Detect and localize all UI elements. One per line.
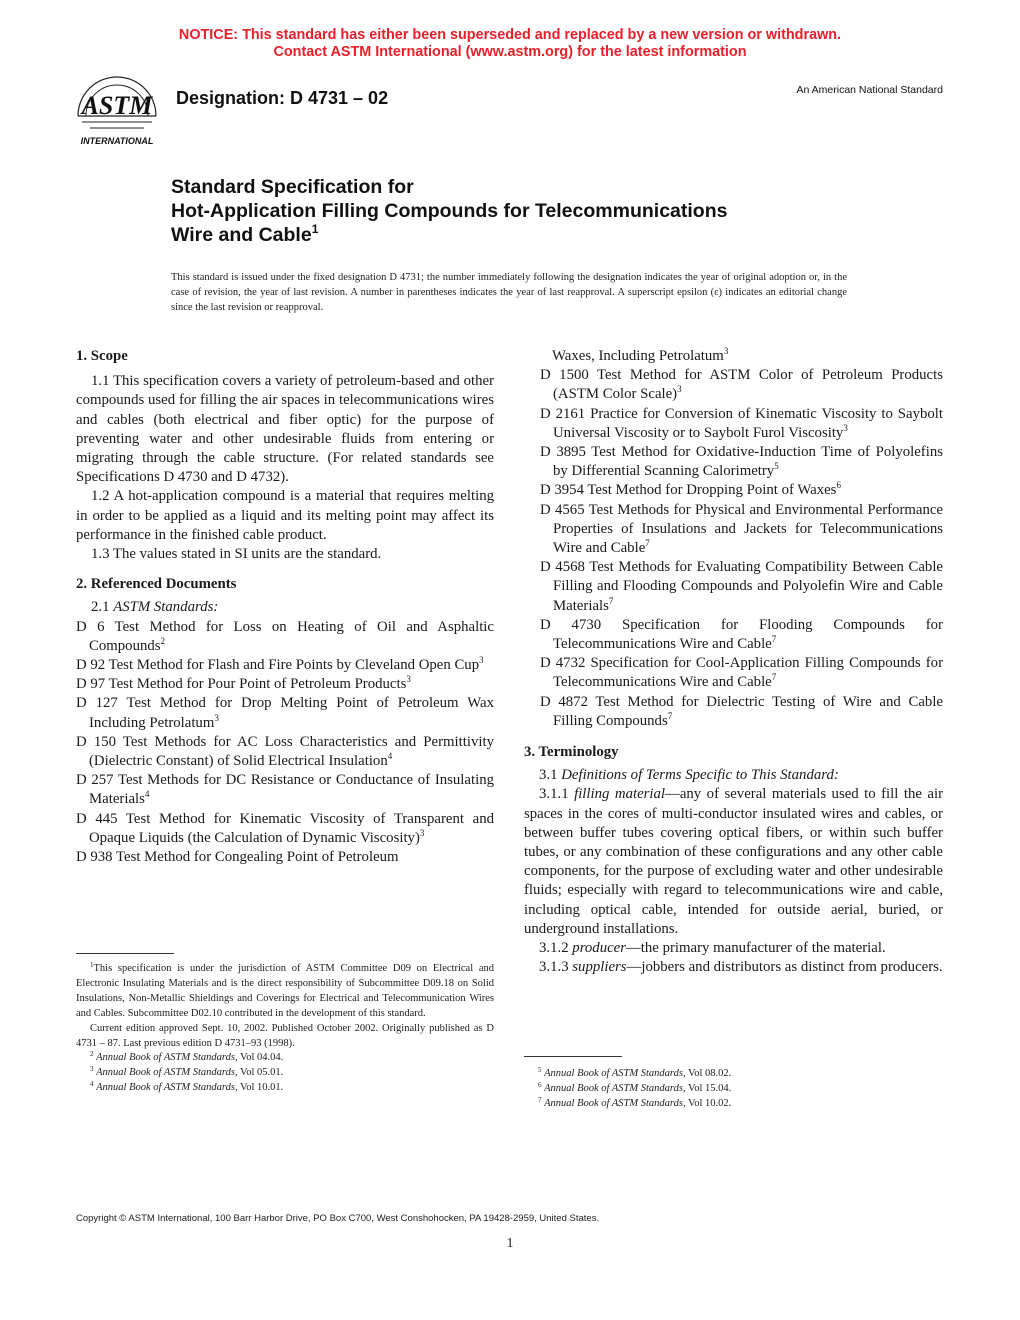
footnote-mark[interactable]: 7 — [645, 538, 650, 549]
reference-text: D 4872 Test Method for Dielectric Testing of Wire and Cable Filling Compounds — [540, 693, 943, 729]
footnote-5 — [524, 1067, 943, 1082]
footnote-book: Annual Book of ASTM Standards — [96, 1067, 235, 1079]
reference-text: D 150 Test Methods for AC Loss Characteristics and Permittivity (Dielectric Constant) of Solid Electrical Insulation — [76, 733, 494, 770]
title-footnote-mark[interactable]: 1 — [311, 222, 319, 236]
footnote-mark: 4 — [90, 1080, 94, 1089]
reference-text: D 2161 Practice for Conversion of Kinematic Viscosity to Saybolt Universal Viscosity or to Saybolt Furol Viscosity — [540, 405, 943, 441]
reference-item — [76, 618, 494, 656]
title-line-3-text: Wire and Cable — [171, 224, 312, 246]
footnotes-left — [76, 962, 494, 1096]
page-number: 1 — [506, 1236, 514, 1251]
footnote-mark[interactable]: 3 — [677, 384, 682, 395]
footnote-book: Annual Book of ASTM Standards — [544, 1068, 683, 1079]
footnote-mark: 2 — [90, 1050, 94, 1059]
footnote-mark[interactable]: 3 — [406, 674, 411, 685]
footnote-volume: , Vol 04.04. — [234, 1052, 284, 1064]
reference-text: D 3895 Test Method for Oxidative-Induction Time of Polyolefins by Differential Scanning Calorimetry — [540, 444, 943, 480]
definition-text: —jobbers and distributors as distinct from producers. — [626, 959, 943, 976]
reference-item — [76, 733, 494, 771]
footnote-book: Annual Book of ASTM Standards — [544, 1082, 683, 1094]
definition-term: filling material — [574, 786, 666, 803]
footnote-mark[interactable]: 2 — [160, 635, 166, 646]
footnote-mark[interactable]: 7 — [771, 634, 777, 645]
reference-item — [540, 693, 943, 731]
footnote-volume: , Vol 05.01. — [234, 1067, 284, 1079]
footnote-3 — [76, 1066, 494, 1081]
reference-item — [76, 656, 494, 675]
footnote-mark[interactable]: 6 — [836, 480, 841, 491]
footnote-mark: 6 — [538, 1080, 542, 1089]
reference-text: D 97 Test Method for Pour Point of Petroleum Products — [76, 676, 407, 693]
reference-text: D 938 Test Method for Congealing Point of Petroleum — [76, 849, 399, 866]
footnote-2 — [76, 1051, 494, 1066]
reference-list-right — [524, 366, 943, 731]
footnote-6 — [524, 1082, 943, 1097]
reference-text: D 445 Test Method for Kinematic Viscosity of Transparent and Opaque Liquids (the Calculation of Dynamic Viscosity) — [76, 810, 494, 846]
definitions-label — [524, 766, 943, 785]
definition-num: 3.1.1 — [539, 786, 569, 803]
reference-text: D 92 Test Method for Flash and Fire Points by Cleveland Open Cup — [76, 657, 480, 674]
footnote-mark: 7 — [538, 1095, 542, 1104]
title-line-2: Hot-Application Filling Compounds for Telecommunications — [171, 200, 728, 222]
reference-item — [540, 654, 943, 692]
footnote-text: This specification is under the jurisdiction of ASTM Committee D09 on Electrical and Electronic Insulating Materials and is the direct responsibility of Subcommittee D09.18 on Solid Insulations, Non-Metallic Shieldings and Coverings for Electrical and Telecommunication Wires and Cables. Subcommittee D02.10 contributed in the development of this standard. — [76, 963, 494, 1019]
footnote-divider-left — [76, 953, 174, 954]
definition-term: suppliers — [572, 959, 627, 976]
footnote-mark[interactable]: 3 — [723, 346, 729, 356]
title-line-1: Standard Specification for — [171, 176, 414, 198]
copyright: Copyright © ASTM International, 100 Barr Harbor Drive, PO Box C700, West Conshohocken, PA 19428-2959, United States. — [76, 1213, 600, 1224]
footnote-book: Annual Book of ASTM Standards — [96, 1052, 235, 1064]
reference-item — [540, 558, 943, 616]
scope-1-3: 1.3 The values stated in SI units are the standard. — [91, 546, 382, 563]
reference-continuation — [524, 347, 943, 366]
scope-1-1: 1.1 This specification covers a variety of petroleum-based and other compounds used for filling the air spaces in telecommunications wires and cables (both electrical and fiber optic) for the purpose of preventing water and other undesirable fluids from entering or migrating through the cable structure. (For related standards see Specifications D 4730 and D 4732). — [76, 373, 494, 486]
reference-item — [540, 366, 943, 404]
reference-list-left — [76, 618, 494, 868]
document-title — [171, 175, 931, 247]
reference-text: D 4732 Specification for Cool-Application Filling Compounds for Telecommunications Wire and Cable — [540, 655, 943, 691]
notice-line-2: Contact ASTM International (www.astm.org) for the latest information — [273, 44, 747, 60]
footnote-4 — [76, 1081, 494, 1096]
footnote-mark[interactable]: 3 — [214, 712, 219, 723]
reference-text: D 3954 Test Method for Dropping Point of Waxes — [540, 482, 837, 499]
reference-text: D 127 Test Method for Drop Melting Point of Petroleum Wax Including Petrolatum — [76, 695, 494, 731]
footnote-1 — [76, 962, 494, 1022]
issued-note: This standard is issued under the fixed designation D 4731; the number immediately following the designation indicates the year of original adoption or, in the case of revision, the year of last revision. A number in parentheses indicates the year of last reapproval. A superscript epsilon (ε) indicates an editorial change since the last revision or reapproval. — [171, 272, 847, 313]
footnote-mark[interactable]: 4 — [387, 751, 393, 762]
reference-item — [540, 443, 943, 481]
reference-item — [540, 501, 943, 559]
footnote-mark[interactable]: 7 — [667, 710, 673, 721]
footnote-book: Annual Book of ASTM Standards — [544, 1097, 683, 1109]
reference-item — [540, 405, 943, 443]
referenced-heading: 2. Referenced Documents — [76, 576, 237, 593]
reference-item — [76, 675, 494, 694]
footnote-mark[interactable]: 4 — [144, 789, 150, 800]
reference-text: Waxes, Including Petrolatum — [552, 348, 724, 364]
title-line-3 — [171, 223, 931, 247]
reference-item — [540, 616, 943, 654]
reference-text: D 257 Test Methods for DC Resistance or Conductance of Insulating Materials — [76, 772, 494, 808]
footnote-mark[interactable]: 3 — [419, 827, 425, 838]
footnote-volume: , Vol 08.02. — [682, 1068, 732, 1079]
scope-1-2: 1.2 A hot-application compound is a material that requires melting in order to be applied as a liquid and its melting point may affect its performance in the finished cable product. — [76, 488, 494, 543]
definition-filling-material — [524, 785, 943, 939]
definition-term: producer — [572, 940, 626, 957]
footnote-volume: , Vol 10.02. — [682, 1097, 732, 1109]
definition-text: —the primary manufacturer of the material. — [626, 940, 886, 957]
footnote-mark: 3 — [90, 1065, 94, 1074]
withdrawn-notice — [0, 27, 1020, 61]
reference-item — [540, 481, 943, 500]
astm-standards-label — [76, 598, 494, 617]
footnote-mark: 1 — [90, 961, 94, 969]
definition-producer — [524, 939, 943, 958]
definitions-text: Definitions of Terms Specific to This Standard: — [561, 767, 839, 784]
reference-text: D 6 Test Method for Loss on Heating of Oil and Asphaltic Compounds — [76, 618, 494, 654]
footnote-mark[interactable]: 7 — [608, 595, 614, 606]
footnote-volume: , Vol 15.04. — [682, 1082, 732, 1094]
reference-text: D 4730 Specification for Flooding Compounds for Telecommunications Wire and Cable — [540, 616, 943, 653]
scope-heading: 1. Scope — [76, 348, 128, 364]
footnote-mark[interactable]: 7 — [771, 672, 777, 683]
astm-standards-text: ASTM Standards: — [113, 599, 219, 616]
reference-item — [76, 694, 494, 732]
footnote-book: Annual Book of ASTM Standards — [96, 1082, 235, 1094]
reference-item — [76, 810, 494, 848]
footnotes-right — [524, 1067, 943, 1112]
right-column — [524, 347, 943, 978]
terminology-heading: 3. Terminology — [524, 744, 619, 761]
logo-letters: ASTM — [81, 91, 153, 120]
notice-line-1: NOTICE: This standard has either been superseded and replaced by a new version or withdrawn. — [178, 27, 842, 43]
american-national-standard: An American National Standard — [796, 84, 943, 96]
definition-text: —any of several materials used to fill the air spaces in the cores of multi-conductor insulated wires and cables, or between buffer tubes covering optical fibers, or within such buffer tubes, or any combination of these configurations and any other cable components, for the purpose of excluding water and other undesirable fluids; especially with regard to telecommunications wire and cable, including optical cable, intended for outside aerial, buried, or underground installations. — [524, 786, 943, 937]
definitions-num: 3.1 — [539, 767, 558, 784]
astm-logo-icon — [72, 76, 162, 150]
left-column — [76, 347, 494, 867]
footnote-mark[interactable]: 5 — [774, 461, 779, 472]
footnote-divider-right — [524, 1056, 622, 1057]
footnote-7 — [524, 1097, 943, 1112]
reference-item — [76, 848, 494, 867]
definition-num: 3.1.3 — [539, 959, 569, 976]
astm-standards-num: 2.1 — [91, 599, 110, 616]
definition-num: 3.1.2 — [539, 940, 569, 957]
definition-suppliers — [524, 958, 943, 977]
logo-caption: INTERNATIONAL — [80, 136, 154, 146]
reference-text: D 4565 Test Methods for Physical and Environmental Performance Properties of Insulations and Jackets for Telecommunications Wire and Cable — [540, 501, 943, 557]
footnote-mark: 5 — [538, 1066, 542, 1074]
reference-item — [76, 771, 494, 809]
reference-text: D 1500 Test Method for ASTM Color of Petroleum Products (ASTM Color Scale) — [540, 367, 943, 403]
footnote-1-current-edition: Current edition approved Sept. 10, 2002. Published October 2002. Originally published as D 4731 – 87. Last previous edition D 4731–93 (1998). — [76, 1022, 494, 1049]
astm-logo — [72, 76, 162, 150]
designation: Designation: D 4731 – 02 — [176, 88, 389, 108]
footnote-mark[interactable]: 3 — [843, 422, 848, 433]
footnote-mark[interactable]: 3 — [479, 655, 484, 666]
reference-text: D 4568 Test Methods for Evaluating Compatibility Between Cable Filling and Flooding Compounds and Polyolefin Wire and Cable Materials — [540, 559, 943, 614]
footnote-volume: , Vol 10.01. — [234, 1082, 284, 1094]
